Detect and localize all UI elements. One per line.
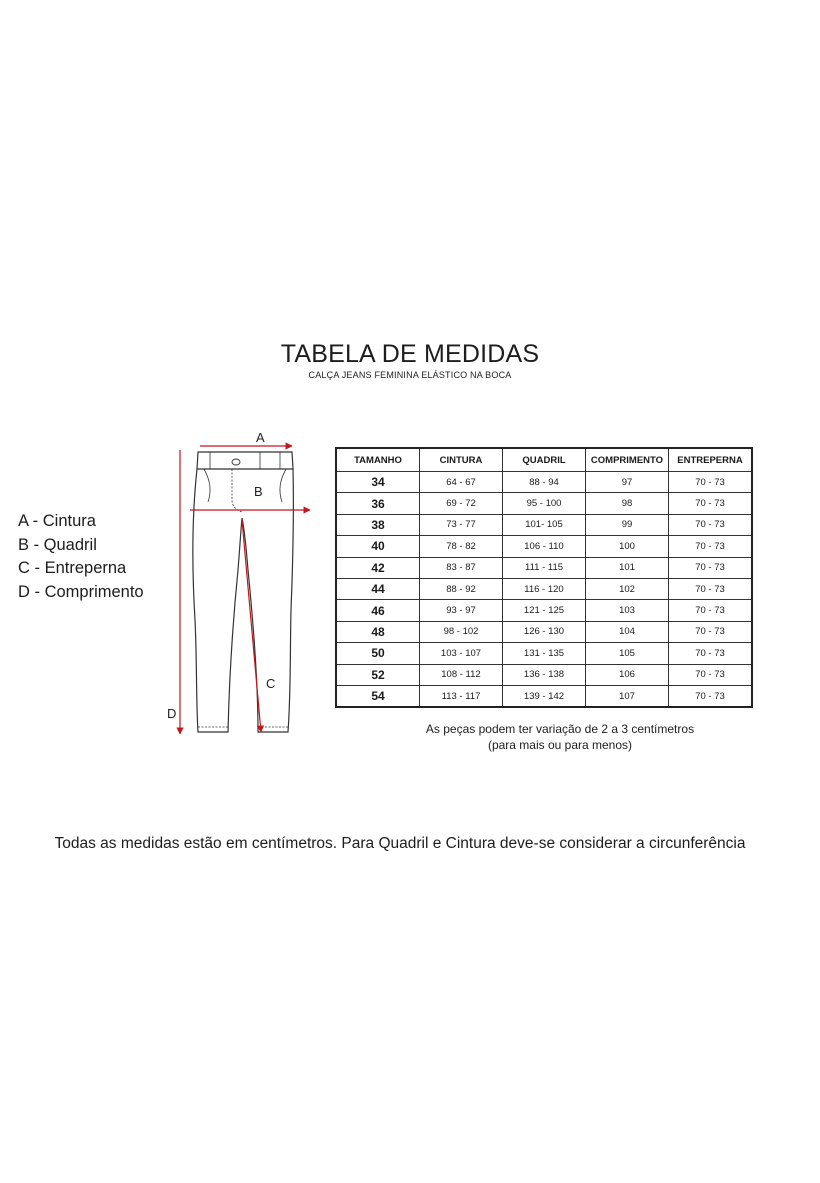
legend-item-b: B - Quadril — [18, 535, 97, 554]
cell-entreperna: 70 - 73 — [669, 493, 753, 514]
cell-comprimento: 105 — [586, 643, 669, 664]
cell-quadril: 116 - 120 — [503, 578, 586, 599]
measurement-legend — [18, 510, 144, 604]
cell-quadril: 126 - 130 — [503, 621, 586, 642]
legend-item-c: C - Entreperna — [18, 559, 127, 577]
cell-cintura: 78 - 82 — [420, 536, 503, 557]
cell-comprimento: 103 — [586, 600, 669, 621]
pants-diagram — [160, 420, 330, 750]
size-table — [335, 447, 753, 708]
cell-size: 46 — [336, 600, 420, 621]
cell-comprimento: 101 — [586, 557, 669, 578]
cell-entreperna: 70 - 73 — [669, 664, 753, 685]
cell-comprimento: 102 — [586, 578, 669, 599]
variation-note-line-1: As peças podem ter variação de 2 a 3 centímetros — [425, 722, 695, 736]
cell-quadril: 101- 105 — [503, 514, 586, 535]
cell-comprimento: 99 — [586, 514, 669, 535]
cell-entreperna: 70 - 73 — [669, 643, 753, 664]
header-comprimento: COMPRIMENTO — [586, 448, 669, 472]
cell-quadril: 111 - 115 — [503, 557, 586, 578]
cell-entreperna: 70 - 73 — [669, 472, 753, 493]
cell-cintura: 93 - 97 — [420, 600, 503, 621]
table-row — [336, 493, 752, 514]
cell-quadril: 131 - 135 — [503, 643, 586, 664]
cell-size: 44 — [336, 578, 420, 599]
table-row — [336, 472, 752, 493]
legend-item-d: D - Comprimento — [18, 582, 144, 601]
table-row — [336, 536, 752, 557]
cell-size: 40 — [336, 536, 420, 557]
cell-quadril: 106 - 110 — [503, 536, 586, 557]
table-row — [336, 643, 752, 664]
table-row — [336, 664, 752, 685]
variation-note — [400, 721, 720, 753]
cell-cintura: 113 - 117 — [420, 685, 503, 707]
header-cintura: CINTURA — [420, 448, 503, 472]
cell-cintura: 83 - 87 — [420, 557, 503, 578]
table-row — [336, 685, 752, 707]
cell-cintura: 73 - 77 — [420, 514, 503, 535]
cell-size: 36 — [336, 493, 420, 514]
cell-quadril: 121 - 125 — [503, 600, 586, 621]
cell-quadril: 136 - 138 — [503, 664, 586, 685]
table-header-row — [336, 448, 752, 472]
variation-note-line-2: (para mais ou para menos) — [487, 738, 633, 752]
cell-size: 42 — [336, 557, 420, 578]
table-row — [336, 557, 752, 578]
page-title: TABELA DE MEDIDAS — [280, 340, 540, 368]
diagram-label-c: C — [266, 676, 276, 691]
cell-entreperna: 70 - 73 — [669, 600, 753, 621]
cell-comprimento: 100 — [586, 536, 669, 557]
cell-comprimento: 98 — [586, 493, 669, 514]
cell-comprimento: 106 — [586, 664, 669, 685]
header-tamanho: TAMANHO — [336, 448, 420, 472]
cell-quadril: 95 - 100 — [503, 493, 586, 514]
cell-size: 52 — [336, 664, 420, 685]
footer-note: Todas as medidas estão em centímetros. Para Quadril e Cintura deve-se considerar a circunferência — [54, 835, 746, 852]
cell-cintura: 98 - 102 — [420, 621, 503, 642]
table-row — [336, 578, 752, 599]
page-subtitle: CALÇA JEANS FEMININA ELÁSTICO NA BOCA — [308, 370, 512, 380]
cell-comprimento: 104 — [586, 621, 669, 642]
table-row — [336, 600, 752, 621]
cell-size: 34 — [336, 472, 420, 493]
diagram-label-b: B — [254, 484, 263, 499]
cell-entreperna: 70 - 73 — [669, 557, 753, 578]
cell-cintura: 103 - 107 — [420, 643, 503, 664]
cell-cintura: 88 - 92 — [420, 578, 503, 599]
cell-size: 50 — [336, 643, 420, 664]
cell-size: 38 — [336, 514, 420, 535]
cell-entreperna: 70 - 73 — [669, 621, 753, 642]
cell-quadril: 88 - 94 — [503, 472, 586, 493]
cell-entreperna: 70 - 73 — [669, 578, 753, 599]
legend-item-a: A - Cintura — [18, 512, 96, 530]
cell-entreperna: 70 - 73 — [669, 685, 753, 707]
cell-size: 54 — [336, 685, 420, 707]
cell-comprimento: 107 — [586, 685, 669, 707]
cell-entreperna: 70 - 73 — [669, 536, 753, 557]
cell-entreperna: 70 - 73 — [669, 514, 753, 535]
table-row — [336, 621, 752, 642]
table-row — [336, 514, 752, 535]
cell-cintura: 108 - 112 — [420, 664, 503, 685]
diagram-label-d: D — [167, 706, 177, 721]
pants-illustration-icon — [160, 420, 330, 750]
cell-cintura: 69 - 72 — [420, 493, 503, 514]
cell-cintura: 64 - 67 — [420, 472, 503, 493]
cell-comprimento: 97 — [586, 472, 669, 493]
diagram-label-a: A — [256, 430, 265, 445]
header-entreperna: ENTREPERNA — [669, 448, 753, 472]
header-quadril: QUADRIL — [503, 448, 586, 472]
cell-size: 48 — [336, 621, 420, 642]
cell-quadril: 139 - 142 — [503, 685, 586, 707]
